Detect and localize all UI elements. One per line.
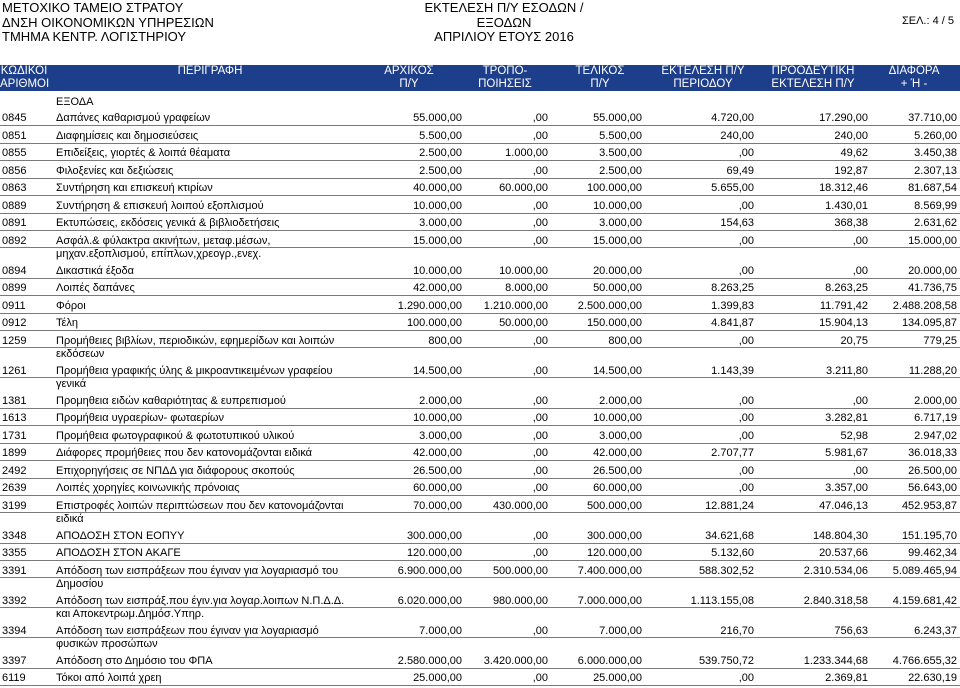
row-period-execution: ,00 [738,394,754,407]
row-initial-budget: 100.000,00 [406,317,462,329]
row-modifications: ,00 [532,199,548,212]
row-cumulative-execution: 240,00 [834,129,868,142]
row-modifications: ,00 [532,529,548,542]
row-period-execution: 216,70 [720,624,754,637]
row-cumulative-execution: 2.840.318,58 [803,594,868,607]
row-final-budget: 7.000,00 [599,624,642,637]
row-description: Εκτυπώσεις, εκδόσεις γενικά & βιβλιοδετήσεις [56,217,280,229]
row-cumulative-execution: 2.369,81 [825,672,868,684]
row-difference: 81.687,54 [908,182,957,194]
row-description: Προμήθεια γραφικής ύλης & μικροαντικειμένων γραφείου γενικά [56,364,333,390]
row-modifications: ,00 [532,672,548,684]
row-difference: 56.643,00 [908,482,957,494]
row-cumulative-execution: ,00 [852,394,868,407]
col-code-header: ΚΩΔΙΚΟΙ ΑΡΙΘΜΟΙ [0,65,50,90]
row-final-budget: 55.000,00 [593,112,642,124]
table-row [0,528,960,546]
table-row [0,623,960,653]
row-difference: 36.018,33 [908,447,957,459]
row-cumulative-execution: 8.263,25 [825,282,868,294]
row-period-execution: ,00 [738,334,754,347]
row-cumulative-execution: 148.804,30 [812,529,868,542]
row-cumulative-execution: 20,75 [840,334,868,347]
row-description: Δικαστικά έξοδα [56,264,135,277]
row-period-execution: 240,00 [720,129,754,142]
col-cumulative-header: ΠΡΟΟΔΕΥΤΙΚΗ ΕΚΤΕΛΕΣΗ Π/Υ [771,65,855,90]
table-row [0,233,960,263]
row-modifications: ,00 [532,234,548,247]
row-cumulative-execution: 3.211,80 [825,364,868,377]
row-final-budget: 50.000,00 [593,282,642,294]
page-number: ΣΕΛ.: 4 / 5 [901,15,954,27]
row-modifications: ,00 [532,217,548,229]
row-description: Λοιπές χορηγίες κοινωνικής πρόνοιας [56,482,240,494]
row-code: 0911 [2,299,26,312]
table-row [0,445,960,463]
row-code: 0856 [2,164,27,177]
table-row [0,298,960,316]
row-period-execution: 34.621,68 [705,529,754,542]
table-row [0,198,960,216]
row-period-execution: 588.302,52 [698,564,754,577]
org-name: ΜΕΤΟΧΙΚΟ ΤΑΜΕΙΟ ΣΤΡΑΤΟΥ [2,0,184,15]
row-difference: 41.736,75 [908,282,957,294]
row-difference: 5.089.465,94 [892,564,957,577]
row-initial-budget: 5.500,00 [419,129,462,142]
row-description: Διάφορες προμήθειες που δεν κατονομάζονται ειδικά [56,447,313,459]
row-cumulative-execution: ,00 [852,234,868,247]
row-description: Προμήθεια υγραερίων- φωταερίων [56,412,225,424]
table-row [0,263,960,281]
report-title: ΕΚΤΕΛΕΣΗ Π/Υ ΕΣΟΔΩΝ / ΕΞΟΔΩΝ [424,0,584,30]
row-code: 0899 [2,282,27,294]
row-final-budget: 5.500,00 [599,129,642,142]
row-description: Προμήθειες βιβλίων, περιοδικών, εφημερίδων και λοιπών εκδόσεων [56,334,335,360]
row-final-budget: 15.000,00 [593,234,642,247]
row-final-budget: 42.000,00 [593,447,642,459]
row-cumulative-execution: 52,98 [840,429,868,442]
row-modifications: ,00 [532,624,548,637]
row-initial-budget: 2.000,00 [419,394,462,407]
table-row [0,163,960,181]
row-final-budget: 10.000,00 [593,199,642,212]
table-row [0,428,960,446]
table-row [0,593,960,623]
row-code: 0889 [2,199,27,212]
row-final-budget: 7.400.000,00 [577,564,642,577]
row-modifications: ,00 [532,364,548,377]
row-description: Φόροι [56,299,86,312]
table-row [0,498,960,528]
row-final-budget: 300.000,00 [586,529,642,542]
row-modifications: 980.000,00 [492,594,548,607]
row-code: 3397 [2,654,27,667]
row-initial-budget: 15.000,00 [413,234,462,247]
row-difference: 37.710,00 [908,112,957,124]
row-final-budget: 2.500.000,00 [577,299,642,312]
row-cumulative-execution: 11.791,42 [819,299,868,312]
row-initial-budget: 120.000,00 [406,547,462,559]
row-period-execution: ,00 [738,412,754,424]
row-difference: 99.462,34 [908,547,957,559]
row-final-budget: 2.000,00 [599,394,642,407]
row-difference: 15.000,00 [908,234,957,247]
row-initial-budget: 300.000,00 [406,529,462,542]
row-initial-budget: 3.000,00 [419,217,462,229]
row-final-budget: 20.000,00 [593,264,642,277]
row-code: 3394 [2,624,27,637]
row-cumulative-execution: 1.430,01 [825,199,868,212]
row-code: 1731 [2,429,27,442]
row-final-budget: 14.500,00 [593,364,642,377]
row-period-execution: 1.399,83 [711,299,754,312]
row-modifications: ,00 [532,334,548,347]
table-row [0,670,960,688]
row-cumulative-execution: 49,62 [840,147,868,159]
table-row [0,315,960,333]
row-period-execution: ,00 [738,147,754,159]
org-directorate: ΔΝΣΗ ΟΙΚΟΝΟΜΙΚΩΝ ΥΠΗΡΕΣΙΩΝ [2,14,214,30]
row-period-execution: 5.132,60 [711,547,754,559]
row-code: 0912 [2,317,27,329]
row-code: 2639 [2,482,27,494]
row-modifications: 500.000,00 [492,564,548,577]
row-period-execution: 69,49 [726,164,754,177]
row-cumulative-execution: 17.290,00 [819,112,868,124]
row-period-execution: ,00 [738,429,754,442]
row-period-execution: ,00 [738,234,754,247]
row-difference: 2.631,62 [914,217,957,229]
row-modifications: ,00 [532,164,548,177]
row-period-execution: 8.263,25 [711,282,754,294]
row-description: Απόδοση των εισπράξ.που έγιν.για λογαρ.λοιπων Ν.Π.Δ.Δ. και Αποκεντρωμ.Δημόσ.Υπηρ. [56,594,345,620]
row-modifications: ,00 [532,447,548,459]
row-cumulative-execution: 20.537,66 [819,547,868,559]
row-final-budget: 7.000.000,00 [577,594,642,607]
row-code: 1381 [2,394,27,407]
row-description: Συντήρηση και επισκευή κτιρίων [56,182,213,194]
row-modifications: 3.420.000,00 [483,654,548,667]
row-difference: 4.159.681,42 [892,594,957,607]
table-row [0,410,960,428]
row-modifications: ,00 [532,412,548,424]
row-final-budget: 800,00 [608,334,642,347]
row-final-budget: 25.000,00 [593,672,642,684]
org-department: ΤΜΗΜΑ ΚΕΝΤΡ. ΛΟΓΙΣΤΗΡΙΟΥ [2,29,187,44]
col-desc-header: ΠΕΡΙΓΡΑΦΗ [177,65,243,77]
table-row [0,363,960,393]
row-difference: 11.288,20 [908,364,957,377]
row-cumulative-execution: 3.282,81 [825,412,868,424]
row-code: 0851 [2,129,27,142]
row-code: 0855 [2,147,27,159]
section-label: ΕΞΟΔΑ [56,96,94,108]
row-period-execution: 5.655,00 [711,182,754,194]
row-cumulative-execution: ,00 [852,464,868,477]
row-code: 0892 [2,234,27,247]
row-initial-budget: 25.000,00 [413,672,462,684]
row-difference: 452.953,87 [901,499,957,512]
table-header [0,65,960,91]
row-modifications: ,00 [532,394,548,407]
table-row [0,128,960,146]
row-description: Τόκοι από λοιπά χρεη [56,672,162,684]
row-code: 3199 [2,499,27,512]
row-period-execution: ,00 [738,464,754,477]
row-period-execution: 1.143,39 [711,364,754,377]
row-final-budget: 60.000,00 [593,482,642,494]
row-initial-budget: 10.000,00 [413,412,462,424]
row-initial-budget: 800,00 [428,334,462,347]
col-period-header: ΕΚΤΕΛΕΣΗ Π/Υ ΠΕΡΙΟΔΟΥ [661,65,745,90]
row-final-budget: 26.500,00 [593,464,642,477]
row-modifications: 10.000,00 [499,264,548,277]
row-initial-budget: 40.000,00 [413,182,462,194]
row-final-budget: 3.000,00 [599,429,642,442]
row-modifications: 1.000,00 [505,147,548,159]
row-period-execution: ,00 [738,199,754,212]
table-row [0,110,960,128]
row-difference: 779,25 [923,334,957,347]
row-code: 0894 [2,264,27,277]
row-period-execution: ,00 [738,264,754,277]
row-description: Λοιπές δαπάνες [56,282,135,294]
row-final-budget: 500.000,00 [586,499,642,512]
row-description: ΑΠΟΔΟΣΗ ΣΤΟΝ ΕΟΠΥΥ [56,529,185,542]
row-difference: 20.000,00 [908,264,957,277]
row-initial-budget: 42.000,00 [413,447,462,459]
row-initial-budget: 6.900.000,00 [397,564,462,577]
row-initial-budget: 10.000,00 [413,264,462,277]
row-code: 3348 [2,529,27,542]
row-description: Δαπάνες καθαρισμού γραφείων [56,112,211,124]
col-initial-header: ΑΡΧΙΚΟΣ Π/Υ [384,65,434,90]
row-initial-budget: 14.500,00 [413,364,462,377]
row-modifications: 430.000,00 [492,499,548,512]
row-final-budget: 3.500,00 [599,147,642,159]
row-cumulative-execution: ,00 [852,264,868,277]
row-period-execution: 4.841,87 [711,317,754,329]
row-initial-budget: 3.000,00 [419,429,462,442]
row-code: 2492 [2,464,27,477]
row-code: 3355 [2,547,27,559]
row-initial-budget: 6.020.000,00 [397,594,462,607]
col-final-header: ΤΕΛΙΚΟΣ Π/Υ [575,65,625,90]
row-cumulative-execution: 1.233.344,68 [803,654,868,667]
row-initial-budget: 2.500,00 [419,164,462,177]
table-row [0,545,960,563]
row-description: Συντήρηση & επισκευή λοιπού εξοπλισμού [56,199,264,212]
row-initial-budget: 42.000,00 [413,282,462,294]
row-description: Απόδοση στο Δημόσιο του ΦΠΑ [56,654,213,667]
row-modifications: 50.000,00 [499,317,548,329]
row-code: 1261 [2,364,27,377]
row-final-budget: 6.000.000,00 [577,654,642,667]
row-modifications: ,00 [532,482,548,494]
row-difference: 2.947,02 [914,429,957,442]
row-difference: 6.243,37 [914,624,957,637]
row-difference: 22.630,19 [908,672,957,684]
row-period-execution: 4.720,00 [711,112,754,124]
row-modifications: 60.000,00 [499,182,548,194]
table-row [0,480,960,498]
row-final-budget: 10.000,00 [593,412,642,424]
table-row [0,215,960,233]
row-code: 0845 [2,112,27,124]
row-description: Προμηθεια ειδών καθαριότητας & ευπρεπισμού [56,394,286,407]
row-cumulative-execution: 5.981,67 [825,447,868,459]
col-diff-header: ΔΙΑΦΟΡΑ + Ή - [888,65,940,90]
row-final-budget: 150.000,00 [586,317,642,329]
table-row [0,333,960,363]
row-modifications: ,00 [532,464,548,477]
row-code: 1899 [2,447,27,459]
row-period-execution: ,00 [738,482,754,494]
row-initial-budget: 10.000,00 [413,199,462,212]
row-description: Επιχορηγήσεις σε ΝΠΔΔ για διάφορους σκοπούς [56,464,295,477]
row-description: Ασφάλ.& φύλακτρα ακινήτων, μεταφ.μέσων, μηχαν.εξοπλισμού, επίπλων,χρεογρ.,ενεχ. [56,234,271,260]
row-cumulative-execution: 47.046,13 [819,499,868,512]
row-description: Απόδοση των εισπράξεων που έγιναν για λογαριασμό του Δημοσίου [56,564,339,590]
row-modifications: 1.210.000,00 [483,299,548,312]
row-initial-budget: 1.290.000,00 [397,299,462,312]
row-description: ΑΠΟΔΟΣΗ ΣΤΟΝ ΑΚΑΓΕ [56,547,181,559]
row-difference: 8.569,99 [914,199,957,212]
row-code: 1613 [2,412,27,424]
table-row [0,280,960,298]
row-description: Προμήθεια φωτογραφικού & φωτοτυπικού υλικού [56,429,295,442]
row-cumulative-execution: 18.312,46 [819,182,868,194]
row-initial-budget: 2.500,00 [419,147,462,159]
row-initial-budget: 26.500,00 [413,464,462,477]
row-description: Φιλοξενίες και δεξιώσεις [56,164,174,177]
row-difference: 5.260,00 [914,129,957,142]
report-title-block [404,1,604,45]
row-difference: 3.450,38 [914,147,957,159]
row-difference: 6.717,19 [914,412,957,424]
row-code: 3392 [2,594,27,607]
row-difference: 2.307,13 [914,164,957,177]
row-period-execution: ,00 [738,672,754,684]
row-final-budget: 2.500,00 [599,164,642,177]
row-period-execution: 1.113.155,08 [690,594,754,607]
report-period: ΑΠΡΙΛΙΟΥ ΕΤΟΥΣ 2016 [434,29,574,44]
row-modifications: 8.000,00 [505,282,548,294]
row-modifications: ,00 [532,547,548,559]
table-row [0,463,960,481]
row-initial-budget: 2.580.000,00 [397,654,462,667]
row-difference: 2.488.208,58 [892,299,957,312]
row-initial-budget: 60.000,00 [413,482,462,494]
table-row [0,145,960,163]
table-row [0,653,960,671]
organization-block [2,1,214,45]
row-period-execution: 154,63 [720,217,754,229]
row-cumulative-execution: 3.357,00 [825,482,868,494]
row-period-execution: 2.707,77 [711,447,754,459]
row-period-execution: 12.881,24 [705,499,754,512]
row-difference: 2.000,00 [914,394,957,407]
row-difference: 26.500,00 [908,464,957,477]
row-difference: 4.766.655,32 [892,654,957,667]
row-cumulative-execution: 192,87 [834,164,868,177]
row-description: Απόδοση των εισπράξεων που έγιναν για λογαριασμό φυσικών προσώπων [56,624,319,650]
row-final-budget: 120.000,00 [586,547,642,559]
row-modifications: ,00 [532,112,548,124]
row-description: Διαφημίσεις και δημοσιεύσεις [56,129,199,142]
row-modifications: ,00 [532,429,548,442]
row-description: Επιστροφές λοιπών περιπτώσεων που δεν κατονομάζονται ειδικά [56,499,344,525]
row-code: 0863 [2,182,27,194]
row-cumulative-execution: 756,63 [834,624,868,637]
table-row [0,563,960,593]
row-code: 3391 [2,564,27,577]
table-row [0,393,960,411]
row-code: 1259 [2,334,27,347]
row-final-budget: 100.000,00 [586,182,642,194]
expense-table-body [0,110,960,688]
row-difference: 134.095,87 [901,317,957,329]
row-description: Επιδείξεις, γιορτές & λοιπά θέαματα [56,147,231,159]
row-cumulative-execution: 2.310.534,06 [803,564,868,577]
col-mods-header: ΤΡΟΠΟ- ΠΟΙΗΣΕΙΣ [478,65,532,90]
row-initial-budget: 70.000,00 [413,499,462,512]
table-row [0,180,960,198]
row-code: 6119 [2,672,26,684]
row-initial-budget: 7.000,00 [419,624,462,637]
row-modifications: ,00 [532,129,548,142]
row-difference: 151.195,70 [901,529,957,542]
row-period-execution: 539.750,72 [698,654,754,667]
row-cumulative-execution: 15.904,13 [819,317,868,329]
row-cumulative-execution: 368,38 [834,217,868,229]
row-initial-budget: 55.000,00 [413,112,462,124]
row-final-budget: 3.000,00 [599,217,642,229]
row-code: 0891 [2,217,27,229]
row-description: Τέλη [56,317,79,329]
